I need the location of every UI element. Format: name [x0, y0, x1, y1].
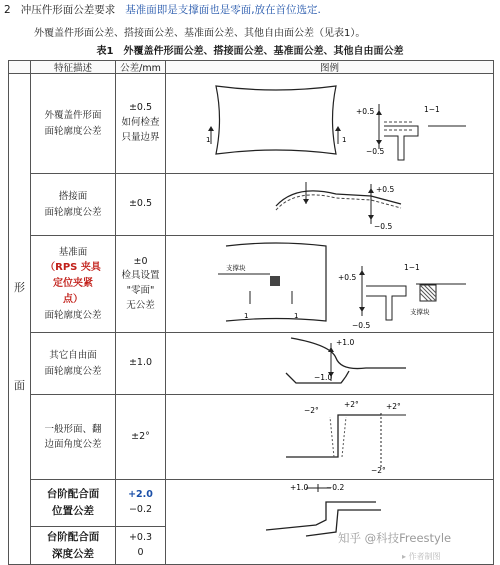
tolerance-table [8, 60, 494, 565]
row1-tolerance: ±0.5 如何检查 只量边界 [115, 73, 166, 174]
svg-text:支撑块: 支撑块 [226, 264, 246, 272]
svg-text:−1.0: −1.0 [314, 373, 333, 382]
svg-text:1: 1 [342, 136, 347, 144]
flange-angle-figure [166, 395, 493, 479]
svg-text:+2°: +2° [386, 402, 401, 411]
svg-text:−2°: −2° [304, 406, 319, 415]
svg-text:1: 1 [244, 312, 249, 320]
row2-figure [165, 173, 494, 236]
datum-surface-figure [166, 236, 493, 332]
header-feature: 特征描述 [30, 60, 116, 74]
svg-text:1−1: 1−1 [424, 105, 440, 114]
header-figure: 图例 [165, 60, 494, 74]
row4-feature: 其它自由面 面轮廓度公差 [30, 332, 116, 395]
outer-panel-figure [166, 74, 493, 173]
svg-text:1: 1 [206, 136, 211, 144]
row4-figure [165, 332, 494, 395]
intro-text: 外覆盖件形面公差、搭接面公差、基准面公差、其他自由面公差（见表1）。 [34, 28, 366, 39]
table-caption: 表1 外覆盖件形面公差、搭接面公差、基准面公差、其他自由面公差 [96, 46, 404, 57]
free-surface-figure [166, 333, 493, 394]
section-number: 2 [4, 4, 11, 16]
row6-feature: 台阶配合面 位置公差 [30, 479, 116, 527]
svg-text:−0.5: −0.5 [374, 222, 393, 231]
svg-text:−0.5: −0.5 [352, 321, 371, 330]
row5-figure [165, 394, 494, 480]
header-tolerance: 公差/mm [115, 60, 166, 74]
section-title: 冲压件形面公差要求 [20, 4, 116, 16]
svg-text:1: 1 [294, 312, 299, 320]
row6-tolerance: +2.0 −0.2 [115, 479, 166, 527]
side-label-top: 形 [14, 281, 25, 294]
row3-tolerance: ±0 检具设置 "零面" 无公差 [115, 235, 166, 333]
row7-feature: 台阶配合面 深度公差 [30, 526, 116, 565]
svg-text:+1.0: +1.0 [336, 338, 355, 347]
svg-text:+0.5: +0.5 [356, 107, 375, 116]
section-requirement: 基准面即是支撑面也是零面,放在首位选定. [125, 4, 321, 16]
watermark: 知乎 @科技Freestyle [338, 531, 452, 545]
header-blank [8, 60, 31, 74]
step-fit-figure [166, 480, 493, 564]
row5-tolerance: ±2° [115, 394, 166, 480]
row3-figure [165, 235, 494, 333]
row7-tolerance: +0.3 0 [115, 526, 166, 565]
lap-surface-figure [166, 174, 493, 235]
svg-text:−2°: −2° [371, 466, 386, 475]
svg-text:+0.5: +0.5 [376, 185, 395, 194]
row2-tolerance: ±0.5 [115, 173, 166, 236]
svg-text:+1.0: +1.0 [290, 483, 309, 492]
section-heading [4, 2, 321, 17]
svg-text:−0.5: −0.5 [366, 147, 385, 156]
row2-feature: 搭接面 面轮廓度公差 [30, 173, 116, 236]
svg-text:1−1: 1−1 [404, 263, 420, 272]
row6-figure [165, 479, 494, 565]
row4-tolerance: ±1.0 [115, 332, 166, 395]
svg-text:−0.2: −0.2 [326, 483, 345, 492]
side-label-bottom: 面 [14, 379, 25, 392]
svg-text:+2°: +2° [344, 400, 359, 409]
row1-feature: 外覆盖件形面 面轮廓度公差 [30, 73, 116, 174]
svg-text:支撑块: 支撑块 [410, 308, 430, 316]
row3-feature: 基准面 （RPS 夹具 定位夹紧 点） 面轮廓度公差 [30, 235, 116, 333]
svg-text:+0.5: +0.5 [338, 273, 357, 282]
side-label-cell [8, 73, 31, 565]
row1-figure [165, 73, 494, 174]
row5-feature: 一般形面、翻 边面角度公差 [30, 394, 116, 480]
watermark-sub: ▸ 作者制图 [402, 552, 441, 561]
